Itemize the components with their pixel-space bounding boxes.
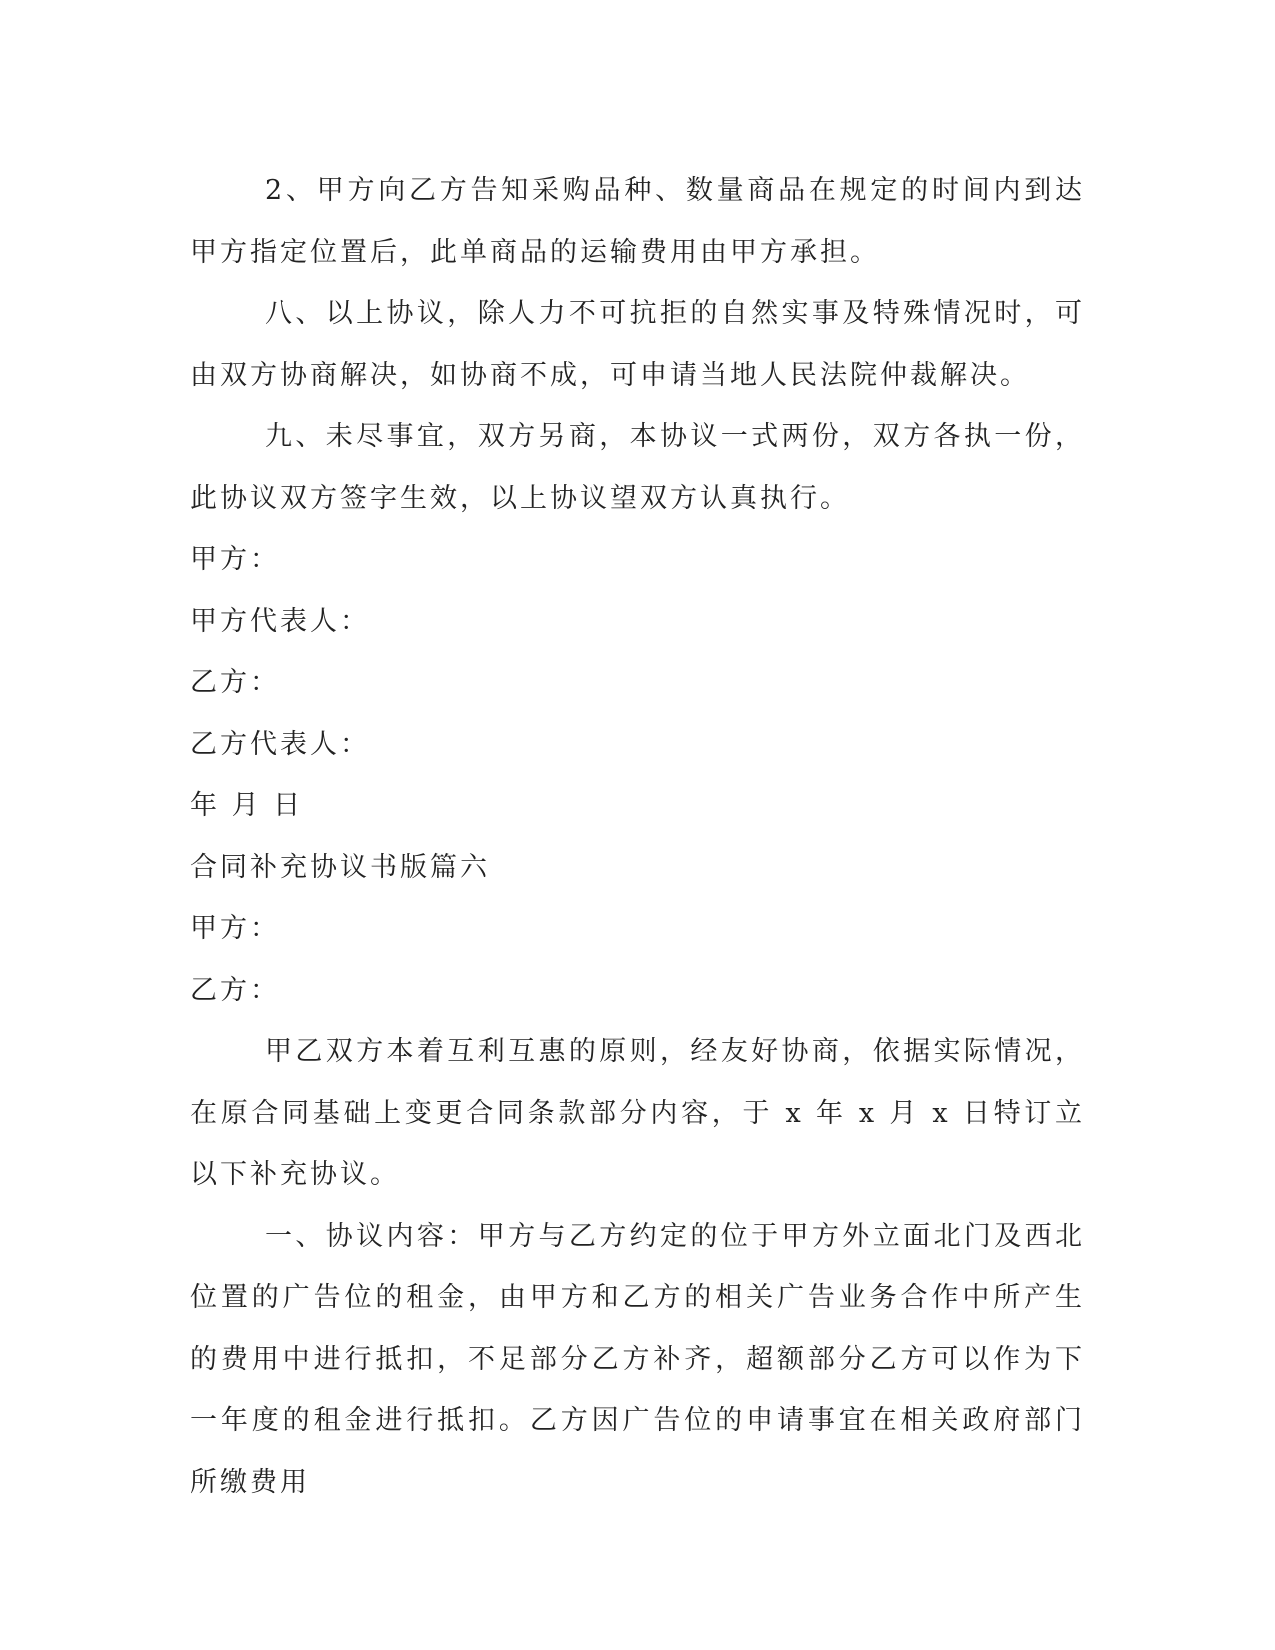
party-b-label: 乙方：: [190, 667, 280, 698]
paragraph-agreement-content: 一、协议内容：甲方与乙方约定的位于甲方外立面北门及西北位置的广告位的租金，由甲方和乙方的相关广告业务合作中所产生的费用中进行抵扣，不足部分乙方补齐，超额部分乙方可以作为下一年度的租金进行抵扣。乙方因广告位的申请事宜在相关政府部门所缴费用: [190, 1220, 1085, 1498]
paragraph-transport-cost: 2、甲方向乙方告知采购品种、数量商品在规定的时间内到达甲方指定位置后，此单商品的运输费用由甲方承担。: [190, 175, 1085, 268]
party-a-label-2: 甲方：: [190, 913, 280, 944]
date-line: 年 月 日: [190, 790, 304, 821]
party-a-label: 甲方：: [190, 544, 280, 575]
party-b-label-2: 乙方：: [190, 974, 280, 1006]
party-b-representative-label: 乙方代表人：: [190, 728, 370, 760]
party-a-representative-label: 甲方代表人：: [190, 605, 370, 637]
paragraph-clause-eight: 八、以上协议，除人力不可抗拒的自然实事及特殊情况时，可由双方协商解决，如协商不成，可申请当地人民法院仲裁解决。: [190, 298, 1085, 391]
paragraph-clause-nine: 九、未尽事宜，双方另商，本协议一式两份，双方各执一份，此协议双方签字生效，以上协议望双方认真执行。: [190, 421, 1085, 514]
paragraph-preamble: 甲乙双方本着互利互惠的原则，经友好协商，依据实际情况，在原合同基础上变更合同条款部分内容，于 x 年 x 月 x 日特订立以下补充协议。: [190, 1036, 1085, 1190]
document-body: [190, 160, 1085, 1513]
section-title: 合同补充协议书版篇六: [190, 851, 490, 883]
